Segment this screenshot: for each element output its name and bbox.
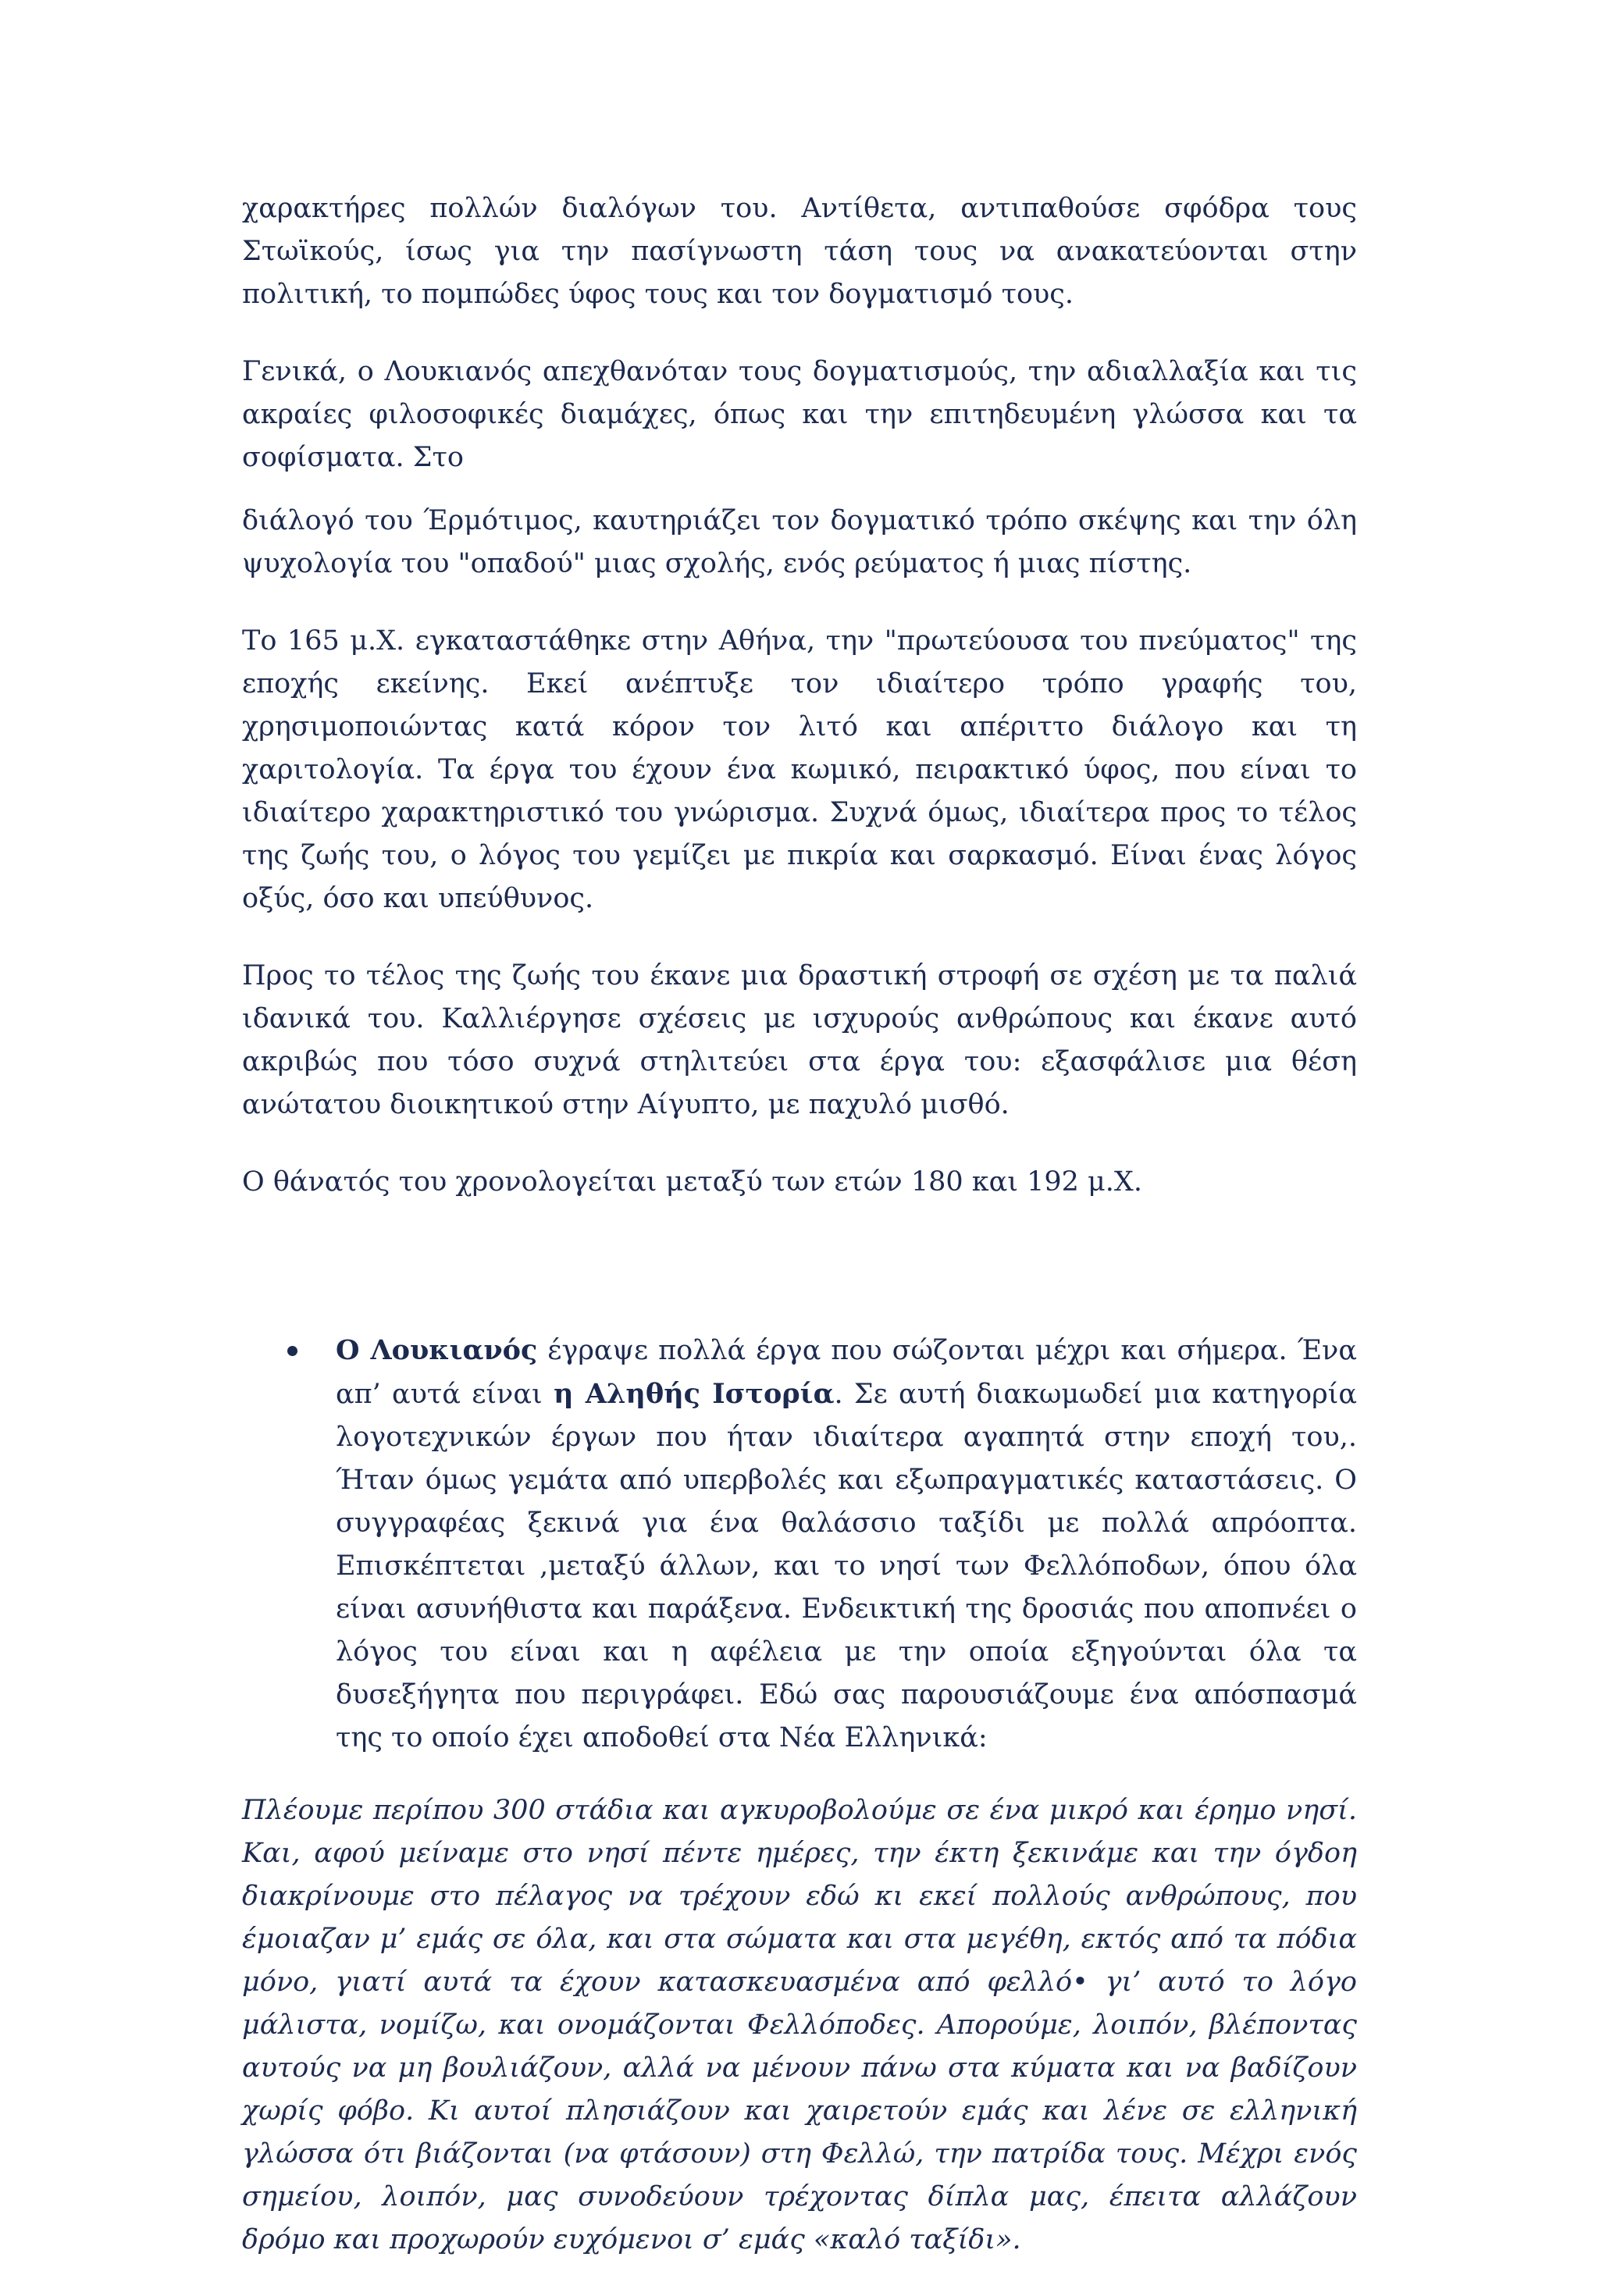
paragraph-egypt: Προς το τέλος της ζωής του έκανε μια δραστική στροφή σε σχέση με τα παλιά ιδανικά του. Καλλιέργησε σχέσεις με ισχυρούς ανθρώπους και έκανε αυτό ακριβώς που τόσο συχνά στηλιτεύει στα έργα του: εξασφάλισε μια θέση ανώτατου διοικητικού στην Αίγυπτο, με παχυλό μισθό. <box>242 960 1357 1120</box>
excerpt-paragraph: Πλέουμε περίπου 300 στάδια και αγκυροβολούμε σε ένα μικρό και έρημο νησί. Και, αφού μείναμε στο νησί πέντε ημέρες, την έκτη ξεκινάμε και την όγδοη διακρίνουμε στο πέλαγος να τρέχουν εδώ κι εκεί πολλούς ανθρώπους, που έμοιαζαν μ’ εμάς σε όλα, και στα σώματα και στα μεγέθη, εκτός από τα πόδια μόνο, γιατί αυτά τα έχουν κατασκευασμένα από φελλό• γι’ αυτό το λόγο μάλιστα, νομίζω, και ονομάζονται Φελλόποδες. Απορούμε, λοιπόν, βλέποντας αυτούς να μη βουλιάζουν, αλλά να μένουν πάνω στα κύματα και να βαδίζουν χωρίς φόβο. Κι αυτοί πλησιάζουν και χαιρετούν εμάς και λένε σε ελληνική γλώσσα ότι βιάζονται (να φτάσουν) στη Φελλώ, την πατρίδα τους. Μέχρι ενός σημείου, λοιπόν, μας συνοδεύουν τρέχοντας δίπλα μας, έπειτα αλλάζουν δρόμο και προχωρούν ευχόμενοι σ’ εμάς «καλό ταξίδι». <box>242 1795 1357 2255</box>
paragraph-dogmatism: Γενικά, ο Λουκιανός απεχθανόταν τους δογματισμούς, την αδιαλλαξία και τις ακραίες φιλοσοφικές διαμάχες, όπως και την επιτηδευμένη γλώσσα και τα σοφίσματα. Στο <box>242 356 1357 473</box>
bullet-text-2: . Σε αυτή διακωμωδεί μια κατηγορία λογοτεχνικών έργων που ήταν ιδιαίτερα αγαπητά στην εποχή του,. Ήταν όμως γεμάτα από υπερβολές και εξωπραγματικές καταστάσεις. Ο συγγραφέας ξεκινά για ένα θαλάσσιο ταξίδι με πολλά απρόοπτα. Επισκέπτεται ,μεταξύ άλλων, και το νησί των Φελλόποδων, όπου όλα είναι ασυνήθιστα και παράξενα. Ενδεικτική της δροσιάς που αποπνέει ο λόγος του είναι και η αφέλεια με την οποία εξηγούνται όλα τα δυσεξήγητα που περιγράφει. Εδώ σας παρουσιάζουμε ένα απόσπασμά της το οποίο έχει αποδοθεί στα Νέα Ελληνικά: <box>336 1379 1358 1753</box>
paragraph-athens: Το 165 μ.Χ. εγκαταστάθηκε στην Αθήνα, την "πρωτεύουσα του πνεύματος" της εποχής εκείνης. Εκεί ανέπτυξε τον ιδιαίτερο τρόπο γραφής του, χρησιμοποιώντας κατά κόρον τον λιτό και απέριττο διάλογο και τη χαριτολογία. Τα έργα του έχουν ένα κωμικό, πειρακτικό ύφος, που είναι το ιδιαίτερο χαρακτηριστικό του γνώρισμα. Συχνά όμως, ιδιαίτερα προς το τέλος της ζωής του, ο λόγος του γεμίζει με πικρία και σαρκασμό. Είναι ένας λόγος οξύς, όσο και υπεύθυνος. <box>242 625 1357 914</box>
paragraph-death: Ο θάνατός του χρονολογείται μεταξύ των ετών 180 και 192 μ.Χ. <box>242 1166 1142 1198</box>
document-body <box>242 187 1357 2296</box>
bullet-list <box>242 1329 1357 1760</box>
bullet-text-1: έγραψε πολλά έργα που σώζονται μέχρι και σήμερα. Ένα απ’ αυτά είναι <box>336 1335 1357 1410</box>
bold-author: Ο Λουκιανός <box>336 1334 538 1366</box>
bullet-icon <box>287 1346 297 1356</box>
list-item-true-history <box>336 1329 1357 1760</box>
paragraph-hermotimus: διάλογό του Έρμότιμος, καυτηριάζει τον δογματικό τρόπο σκέψης και την όλη ψυχολογία του "οπαδού" μιας σχολής, ενός ρεύματος ή μιας πίστης. <box>242 505 1357 579</box>
bold-work-title: η Αληθής Ιστορία <box>553 1378 835 1410</box>
paragraph-stoics: χαρακτήρες πολλών διαλόγων του. Αντίθετα, αντιπαθούσε σφόδρα τους Στωϊκούς, ίσως για την πασίγνωστη τάση τους να ανακατεύονται στην πολιτική, το πομπώδες ύφος τους και τον δογματισμό τους. <box>242 193 1357 310</box>
